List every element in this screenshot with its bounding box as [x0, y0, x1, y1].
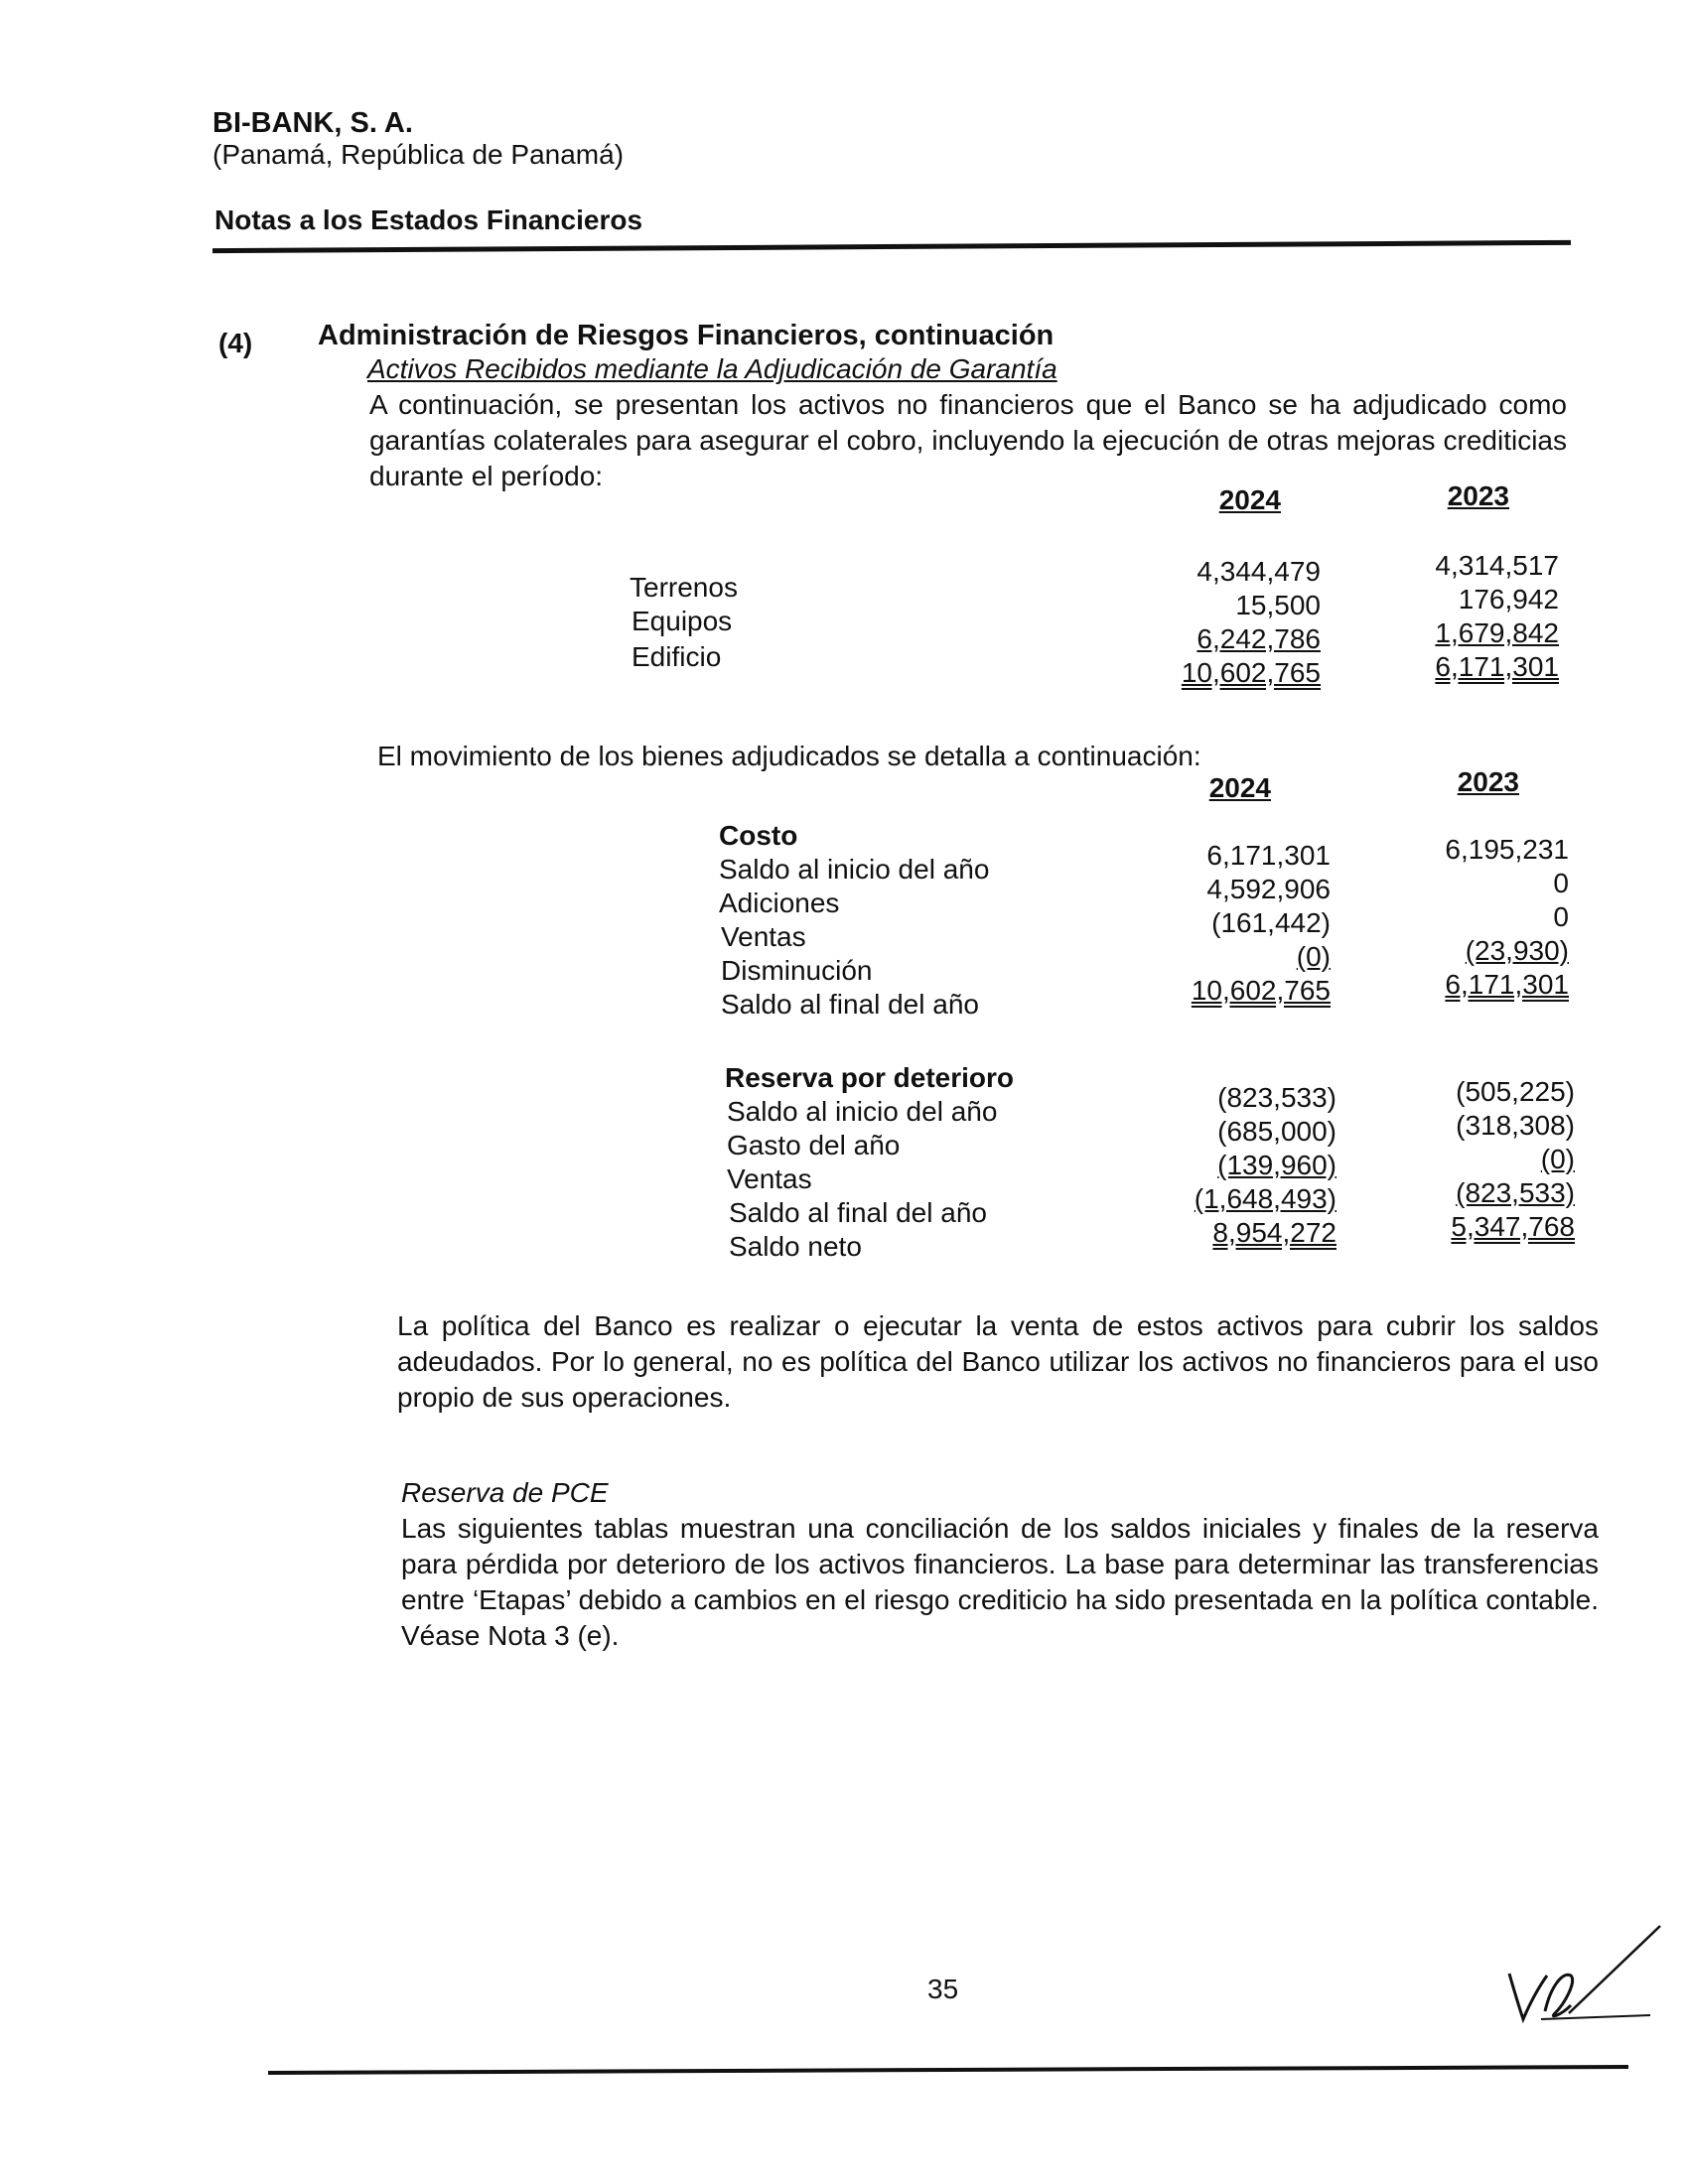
cost-heading: Costo [719, 820, 798, 851]
section-title: Administración de Riesgos Financieros, continuación [318, 320, 1055, 351]
table1-row-label: Edificio [632, 641, 722, 672]
pce-paragraph: Las siguientes tablas muestran una conciliación de los saldos iniciales y finales de la reserva para pérdida por deterioro de los activos financieros. La base para determinar las transferencias entre ‘Etapas’ debido a cambios en el riesgo crediticio ha sido presentada en la política contable. Véase Nota 3 (e). [401, 1513, 1599, 1651]
cost-value-2024: (161,442) [1211, 907, 1331, 938]
cost-row-label: Saldo al inicio del año [719, 854, 990, 885]
table1-value-2023: 4,314,517 [1435, 550, 1559, 581]
cost-value-2024: 4,592,906 [1206, 874, 1331, 904]
table1-value-2023: 176,942 [1458, 584, 1559, 614]
policy-paragraph: La política del Banco es realizar o ejecutar la venta de estos activos para cubrir los saldos adeudados. Por lo general, no es política del Banco utilizar los activos no financieros para el uso propio de sus operaciones. [397, 1310, 1599, 1413]
table1-value-2024: 6,242,786 [1196, 623, 1321, 654]
header-divider [212, 240, 1571, 253]
reserve-row-label: Ventas [727, 1163, 812, 1194]
document-section-title: Notas a los Estados Financieros [214, 205, 643, 235]
cost-total-2024: 10,602,765 [1191, 975, 1331, 1006]
cost-value-2024: 6,171,301 [1206, 840, 1331, 871]
cost-value-2023: 0 [1553, 901, 1569, 932]
reserve-heading: Reserva por deterioro [725, 1062, 1014, 1093]
cost-row-label: Adiciones [719, 887, 840, 918]
table1-value-2024: 15,500 [1235, 590, 1321, 620]
company-name: BI-BANK, S. A. [212, 107, 413, 139]
cost-value-2023: 6,195,231 [1445, 834, 1569, 865]
table1-total-2024: 10,602,765 [1181, 657, 1321, 688]
footer-divider [268, 2065, 1628, 2075]
section-number: (4) [218, 328, 253, 358]
intro-paragraph: A continuación, se presentan los activos no financieros que el Banco se ha adjudicado como garantías colaterales para asegurar el cobro, incluyendo la ejecución de otras mejoras crediticias durante el período: [369, 389, 1567, 491]
company-location: (Panamá, República de Panamá) [212, 139, 625, 170]
cost-value-2023: 0 [1553, 868, 1569, 898]
cost-row-label: Disminución [721, 955, 873, 986]
reserve-value-2024: (685,000) [1217, 1116, 1336, 1147]
initials-signature [1501, 1916, 1670, 2025]
table1-total-2023: 6,171,301 [1435, 651, 1559, 682]
cost-total-2023: 6,171,301 [1445, 969, 1569, 1000]
table1-value-2024: 4,344,479 [1196, 556, 1321, 587]
page-number: 35 [927, 1974, 959, 2004]
reserve-value-2023: (318,308) [1456, 1110, 1575, 1141]
table1-row-label: Terrenos [630, 572, 738, 603]
reserve-net-2024: 8,954,272 [1212, 1217, 1336, 1248]
reserve-net-2023: 5,347,768 [1451, 1211, 1575, 1242]
reserve-row-label: Saldo neto [729, 1231, 862, 1262]
reserve-row-label: Saldo al final del año [729, 1197, 987, 1228]
movement-intro: El movimiento de los bienes adjudicados se detalla a continuación: [377, 741, 1201, 771]
reserve-row-label: Gasto del año [727, 1130, 901, 1160]
table1-value-2023: 1,679,842 [1435, 617, 1559, 648]
cost-row-label: Saldo al final del año [721, 989, 979, 1020]
reserve-value-2023: (505,225) [1456, 1076, 1575, 1107]
movement-year-2024: 2024 [1208, 772, 1271, 803]
table1-year-2023: 2023 [1447, 480, 1509, 511]
reserve-value-2024: (1,648,493) [1194, 1183, 1336, 1214]
table1-row-label: Equipos [632, 606, 733, 636]
cost-value-2024: (0) [1296, 941, 1331, 972]
reserve-row-label: Saldo al inicio del año [727, 1096, 998, 1127]
cost-value-2023: (23,930) [1465, 935, 1569, 966]
pce-title: Reserva de PCE [401, 1477, 609, 1508]
reserve-value-2024: (139,960) [1217, 1150, 1336, 1180]
reserve-value-2024: (823,533) [1217, 1082, 1336, 1113]
movement-year-2023: 2023 [1457, 766, 1519, 797]
reserve-value-2023: (823,533) [1456, 1177, 1575, 1208]
subsection-title: Activos Recibidos mediante la Adjudicación de Garantía [367, 353, 1057, 384]
reserve-value-2023: (0) [1540, 1144, 1575, 1174]
pce-section [401, 1475, 1599, 1654]
table1-year-2024: 2024 [1218, 484, 1281, 515]
cost-row-label: Ventas [721, 921, 806, 952]
